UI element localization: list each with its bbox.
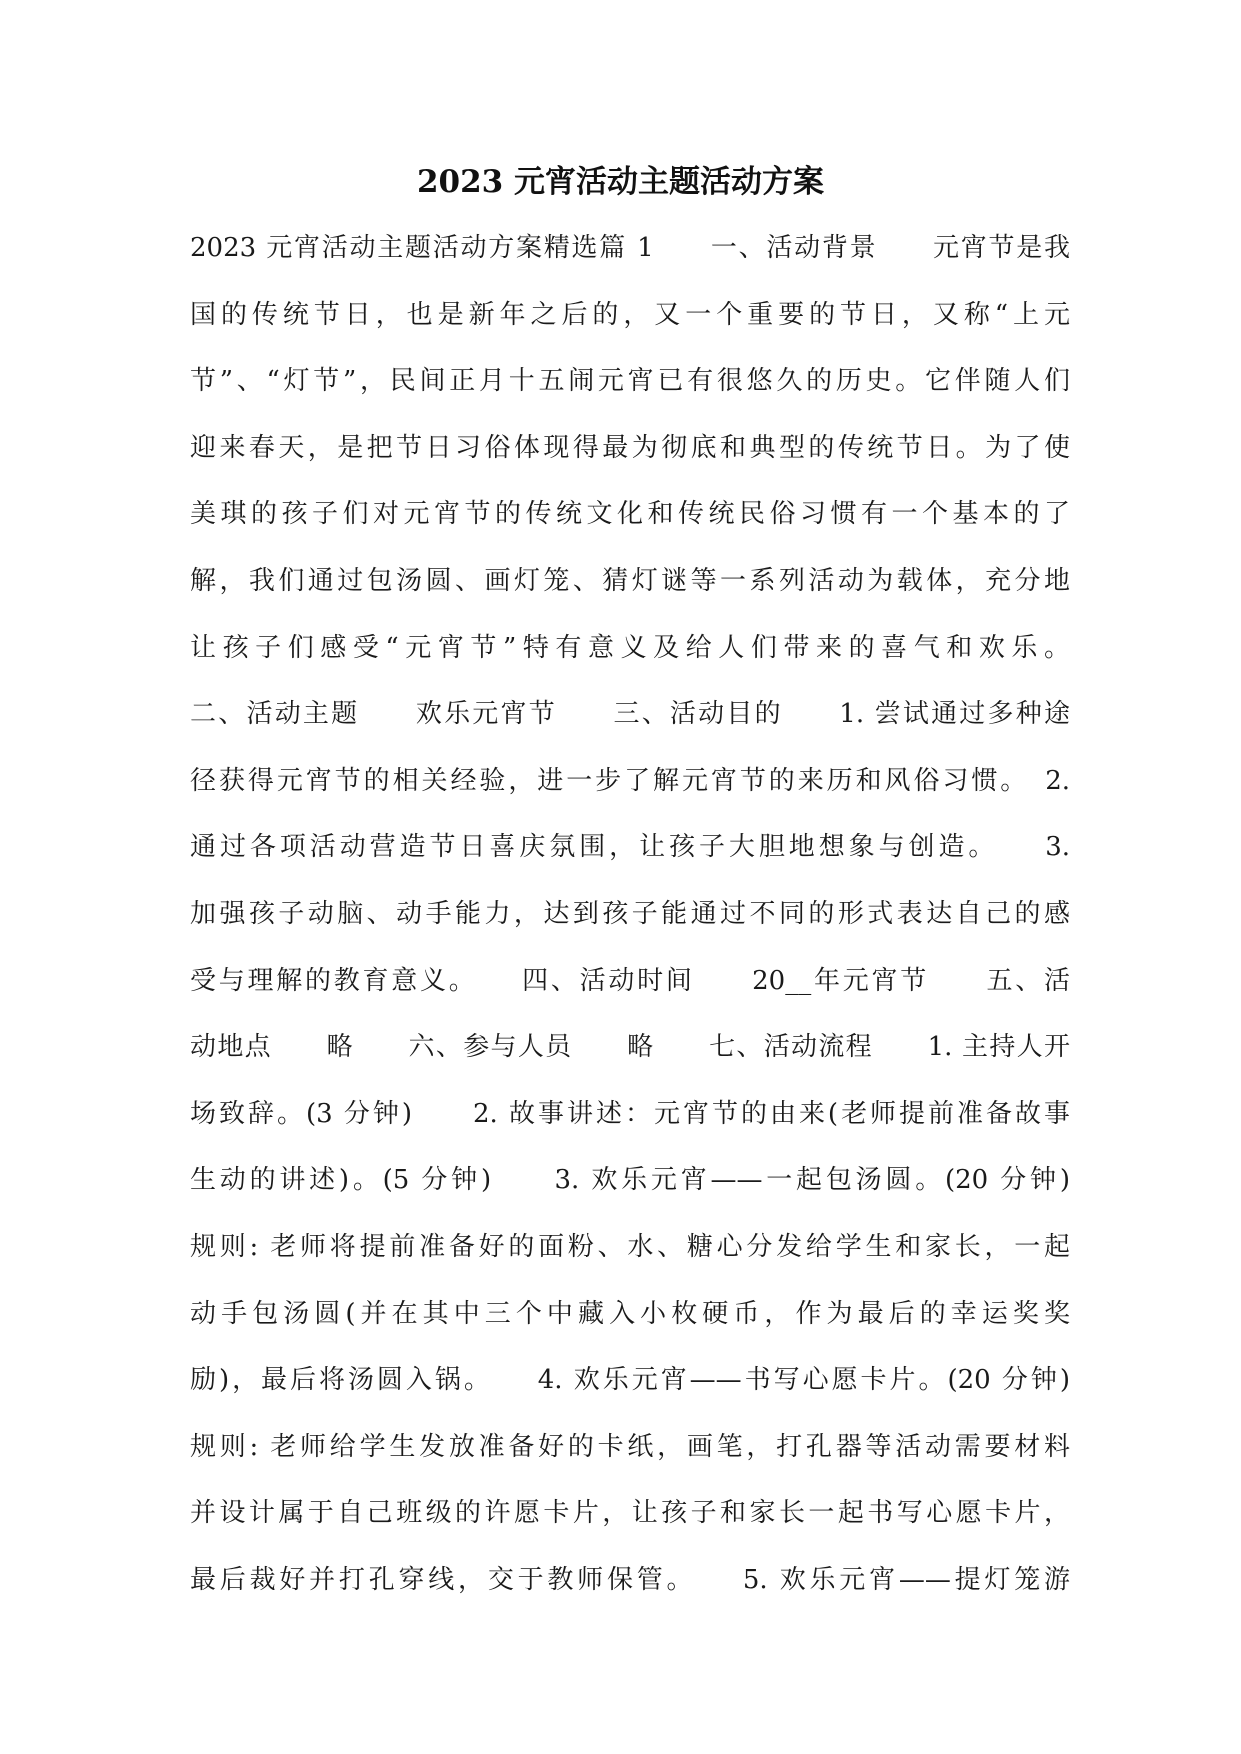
body-line: 加强孩子动脑、动手能力，达到孩子能通过不同的形式表达自己的感: [190, 898, 1070, 929]
body-line: 动地点 略 六、参与人员 略 七、活动流程 1. 主持人开: [190, 1032, 1070, 1063]
body-line: 2023 元宵活动主题活动方案精选篇 1 一、活动背景 元宵节是我: [190, 233, 1070, 263]
body-line: 国的传统节日，也是新年之后的，又一个重要的节日，又称“上元: [190, 299, 1070, 330]
body-line: 规则: 老师将提前准备好的面粉、水、糖心分发给学生和家长，一起: [190, 1231, 1070, 1262]
body-line: 径获得元宵节的相关经验，进一步了解元宵节的来历和风俗习惯。 2.: [190, 765, 1070, 796]
body-line: 解，我们通过包汤圆、画灯笼、猜灯谜等一系列活动为载体，充分地: [190, 565, 1070, 596]
body-line: 让孩子们感受“元宵节”特有意义及给人们带来的喜气和欢乐。: [190, 632, 1070, 663]
body-line: 通过各项活动营造节日喜庆氛围，让孩子大胆地想象与创造。 3.: [190, 832, 1070, 863]
body-line: 美琪的孩子们对元宵节的传统文化和传统民俗习惯有一个基本的了: [190, 499, 1070, 530]
body-line: 场致辞。(3 分钟) 2. 故事讲述：元宵节的由来(老师提前准备故事: [190, 1098, 1070, 1129]
body-line: 规则: 老师给学生发放准备好的卡纸，画笔，打孔器等活动需要材料: [190, 1431, 1070, 1462]
document-body: [190, 228, 1070, 1626]
body-line: 节”、“灯节”，民间正月十五闹元宵已有很悠久的历史。它伴随人们: [190, 366, 1070, 397]
body-line: 生动的讲述)。(5 分钟) 3. 欢乐元宵——一起包汤圆。(20 分钟): [190, 1165, 1070, 1196]
body-line: 受与理解的教育意义。 四、活动时间 20__年元宵节 五、活: [190, 965, 1070, 996]
body-line: 并设计属于自己班级的许愿卡片，让孩子和家长一起书写心愿卡片，: [190, 1498, 1070, 1529]
body-line: 动手包汤圆(并在其中三个中藏入小枚硬币，作为最后的幸运奖奖: [190, 1298, 1070, 1329]
body-line: 迎来春天，是把节日习俗体现得最为彻底和典型的传统节日。为了使: [190, 432, 1070, 463]
body-line: 二、活动主题 欢乐元宵节 三、活动目的 1. 尝试通过多种途: [190, 699, 1070, 730]
body-line: 励)，最后将汤圆入锅。 4. 欢乐元宵——书写心愿卡片。(20 分钟): [190, 1365, 1070, 1396]
document-title: 2023 元宵活动主题活动方案: [416, 164, 825, 200]
body-line: 最后裁好并打孔穿线，交于教师保管。 5. 欢乐元宵——提灯笼游: [190, 1564, 1070, 1595]
